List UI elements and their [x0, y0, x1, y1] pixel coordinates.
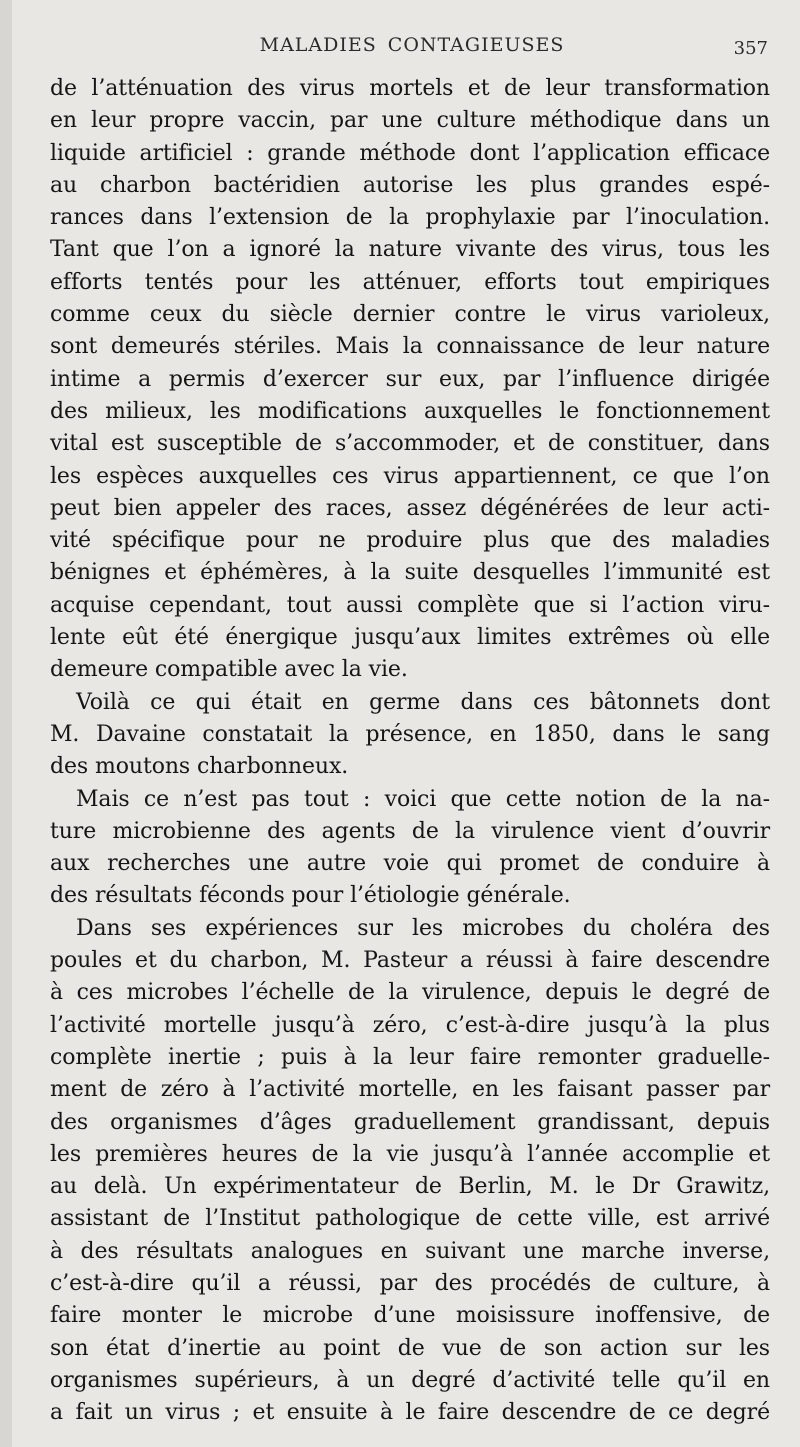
text-line: des organismes d’âges graduellement grandissant, depuis — [50, 1109, 770, 1135]
text-line: efforts tentés pour les atténuer, efforts tout empiriques — [50, 269, 770, 295]
text-line: M. Davaine constatait la présence, en 1850, dans le sang — [50, 721, 770, 747]
text-line: Voilà ce qui était en germe dans ces bâtonnets dont — [76, 689, 770, 715]
text-line: à des résultats analogues en suivant une marche inverse, — [50, 1238, 770, 1264]
text-line: assistant de l’Institut pathologique de cette ville, est arrivé — [50, 1206, 770, 1232]
text-line: ture microbienne des agents de la virulence vient d’ouvrir — [50, 818, 770, 844]
text-line: ment de zéro à l’activité mortelle, en les faisant passer par — [50, 1077, 770, 1103]
text-line: intime a permis d’exercer sur eux, par l’influence dirigée — [50, 366, 770, 392]
text-line: a fait un virus ; et ensuite à le faire descendre de ce degré — [50, 1400, 770, 1426]
text-line: les premières heures de la vie jusqu’à l’année accomplie et — [50, 1141, 770, 1167]
paragraph-3 — [50, 784, 770, 913]
text-line: au delà. Un expérimentateur de Berlin, M. le Dr Grawitz, — [50, 1174, 770, 1200]
page-number: 357 — [733, 38, 768, 59]
text-line: peut bien appeler des races, assez dégénérées de leur acti- — [50, 495, 770, 521]
text-line: les espèces auxquelles ces virus appartiennent, ce que l’on — [50, 463, 770, 489]
paragraph-4 — [50, 913, 770, 1430]
text-line: l’activité mortelle jusqu’à zéro, c’est-à-dire jusqu’à la plus — [50, 1012, 770, 1038]
page-header — [12, 34, 800, 68]
text-line: vité spécifique pour ne produire plus que des maladies — [50, 528, 770, 554]
text-line: complète inertie ; puis à la leur faire remonter graduelle- — [50, 1044, 770, 1070]
text-line: Tant que l’on a ignoré la nature vivante des virus, tous les — [50, 237, 770, 263]
text-line: sont demeurés stériles. Mais la connaissance de leur nature — [50, 334, 770, 360]
text-line: des milieux, les modifications auxquelles le fonctionnement — [50, 398, 770, 424]
text-line: de l’atténuation des virus mortels et de leur transformation — [50, 76, 770, 101]
text-line: demeure compatible avec la vie. — [50, 657, 408, 683]
text-line: Mais ce n’est pas tout : voici que cette notion de la na- — [76, 786, 770, 812]
text-line: son état d’inertie au point de vue de son action sur les — [50, 1335, 770, 1361]
text-line: liquide artificiel : grande méthode dont l’application efficace — [50, 140, 770, 166]
text-line: des moutons charbonneux. — [50, 754, 349, 780]
paragraph-2 — [50, 687, 770, 784]
text-line: bénignes et éphémères, à la suite desquelles l’immunité est — [50, 560, 770, 586]
text-line: c’est-à-dire qu’il a réussi, par des procédés de culture, à — [50, 1270, 770, 1296]
text-line: comme ceux du siècle dernier contre le virus varioleux, — [50, 302, 770, 328]
text-line: au charbon bactéridien autorise les plus grandes espé- — [50, 172, 770, 198]
text-line: organismes supérieurs, à un degré d’activité telle qu’il en — [50, 1367, 770, 1393]
text-line: rances dans l’extension de la prophylaxie par l’inoculation. — [50, 205, 770, 231]
text-line: lente eût été énergique jusqu’aux limites extrêmes où elle — [50, 625, 770, 651]
text-line: Dans ses expériences sur les microbes du choléra des — [76, 915, 770, 941]
paragraph-1 — [50, 73, 770, 687]
running-title: MALADIES CONTAGIEUSES — [259, 34, 565, 56]
text-line: acquise cependant, tout aussi complète que si l’action viru- — [50, 592, 770, 618]
text-line: faire monter le microbe d’une moisissure inoffensive, de — [50, 1303, 770, 1329]
body-text — [50, 73, 770, 1429]
text-line: à ces microbes l’échelle de la virulence, depuis le degré de — [50, 980, 770, 1006]
text-line: aux recherches une autre voie qui promet de conduire à — [50, 851, 770, 877]
text-line: vital est susceptible de s’accommoder, et de constituer, dans — [50, 431, 770, 457]
text-line: en leur propre vaccin, par une culture méthodique dans un — [50, 108, 770, 134]
text-line: poules et du charbon, M. Pasteur a réussi à faire descendre — [50, 948, 770, 974]
text-line: des résultats féconds pour l’étiologie générale. — [50, 883, 571, 909]
